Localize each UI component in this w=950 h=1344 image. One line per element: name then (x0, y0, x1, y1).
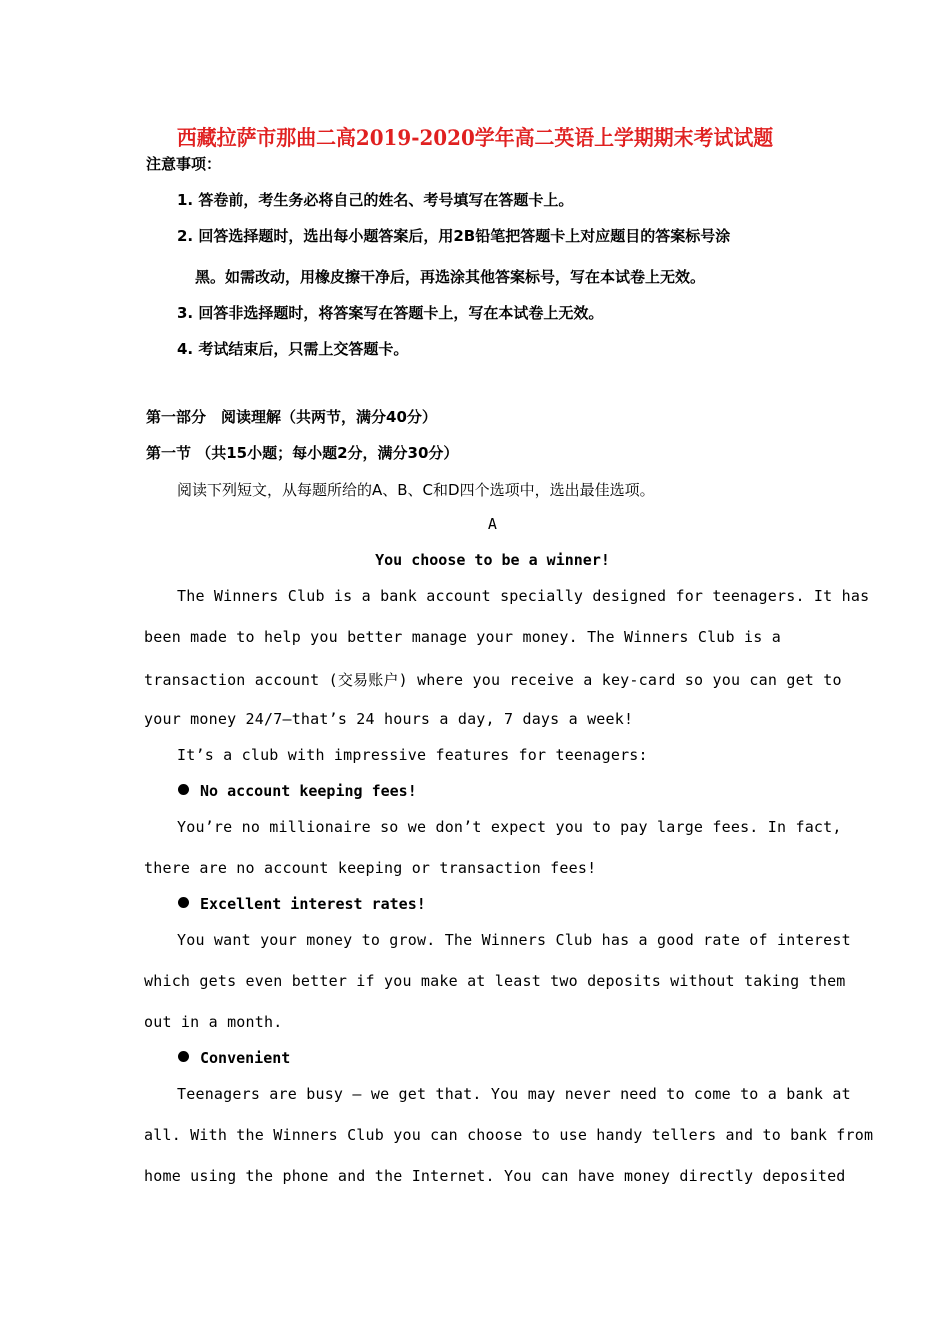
feature-heading (178, 895, 426, 913)
bullet-icon (178, 784, 189, 795)
feature-line: out in a month. (144, 1013, 283, 1031)
passage-line: your money 24/7—that’s 24 hours a day, 7 days a week! (144, 710, 634, 728)
passage-line: The Winners Club is a bank account specially designed for teenagers. It has (177, 587, 870, 605)
feature-line: You want your money to grow. The Winners Club has a good rate of interest (177, 931, 851, 949)
section1-heading: 第一节 （共15小题；每小题2分，满分30分） (146, 444, 459, 462)
bullet-icon (178, 1051, 189, 1062)
feature-line: all. With the Winners Club you can choose to use handy tellers and to bank from (144, 1126, 874, 1144)
bullet-icon (178, 897, 189, 908)
feature-heading (178, 1049, 290, 1067)
feature-line: which gets even better if you make at least two deposits without taking them (144, 972, 846, 990)
passage-label: A (487, 515, 498, 533)
part1-heading: 第一部分 阅读理解（共两节，满分40分） (146, 408, 437, 426)
passage-line: been made to help you better manage your money. The Winners Club is a (144, 628, 781, 646)
feature-line: Teenagers are busy — we get that. You may never need to come to a bank at (177, 1085, 851, 1103)
feature-heading (178, 782, 417, 800)
feature-line: home using the phone and the Internet. You can have money directly deposited (144, 1167, 846, 1185)
instruction-text: 阅读下列短文，从每题所给的A、B、C和D四个选项中，选出最佳选项。 (177, 481, 655, 499)
notice-item-1: 1. 答卷前，考生务必将自己的姓名、考号填写在答题卡上。 (177, 191, 574, 209)
feature-heading-text: Excellent interest rates! (200, 895, 426, 913)
notice-item-3: 3. 回答非选择题时，将答案写在答题卡上，写在本试卷上无效。 (177, 304, 604, 322)
feature-line: there are no account keeping or transaction fees! (144, 859, 597, 877)
passage-title: You choose to be a winner! (375, 551, 610, 569)
feature-heading-text: Convenient (200, 1049, 291, 1067)
notice-heading: 注意事项： (146, 155, 222, 173)
notice-item-4: 4. 考试结束后，只需上交答题卡。 (177, 340, 409, 358)
notice-item-2: 2. 回答选择题时，选出每小题答案后，用2B铅笔把答题卡上对应题目的答案标号涂 (177, 227, 731, 245)
passage-line: transaction account (交易账户) where you receive a key-card so you can get to (144, 671, 842, 689)
passage-line: It’s a club with impressive features for teenagers: (177, 746, 648, 764)
document-title: 西藏拉萨市那曲二高2019-2020学年高二英语上学期期末考试试题 (176, 125, 774, 150)
feature-line: You’re no millionaire so we don’t expect you to pay large fees. In fact, (177, 818, 842, 836)
notice-item-2-cont: 黑。如需改动，用橡皮擦干净后，再选涂其他答案标号，写在本试卷上无效。 (195, 268, 706, 286)
feature-heading-text: No account keeping fees! (200, 782, 417, 800)
